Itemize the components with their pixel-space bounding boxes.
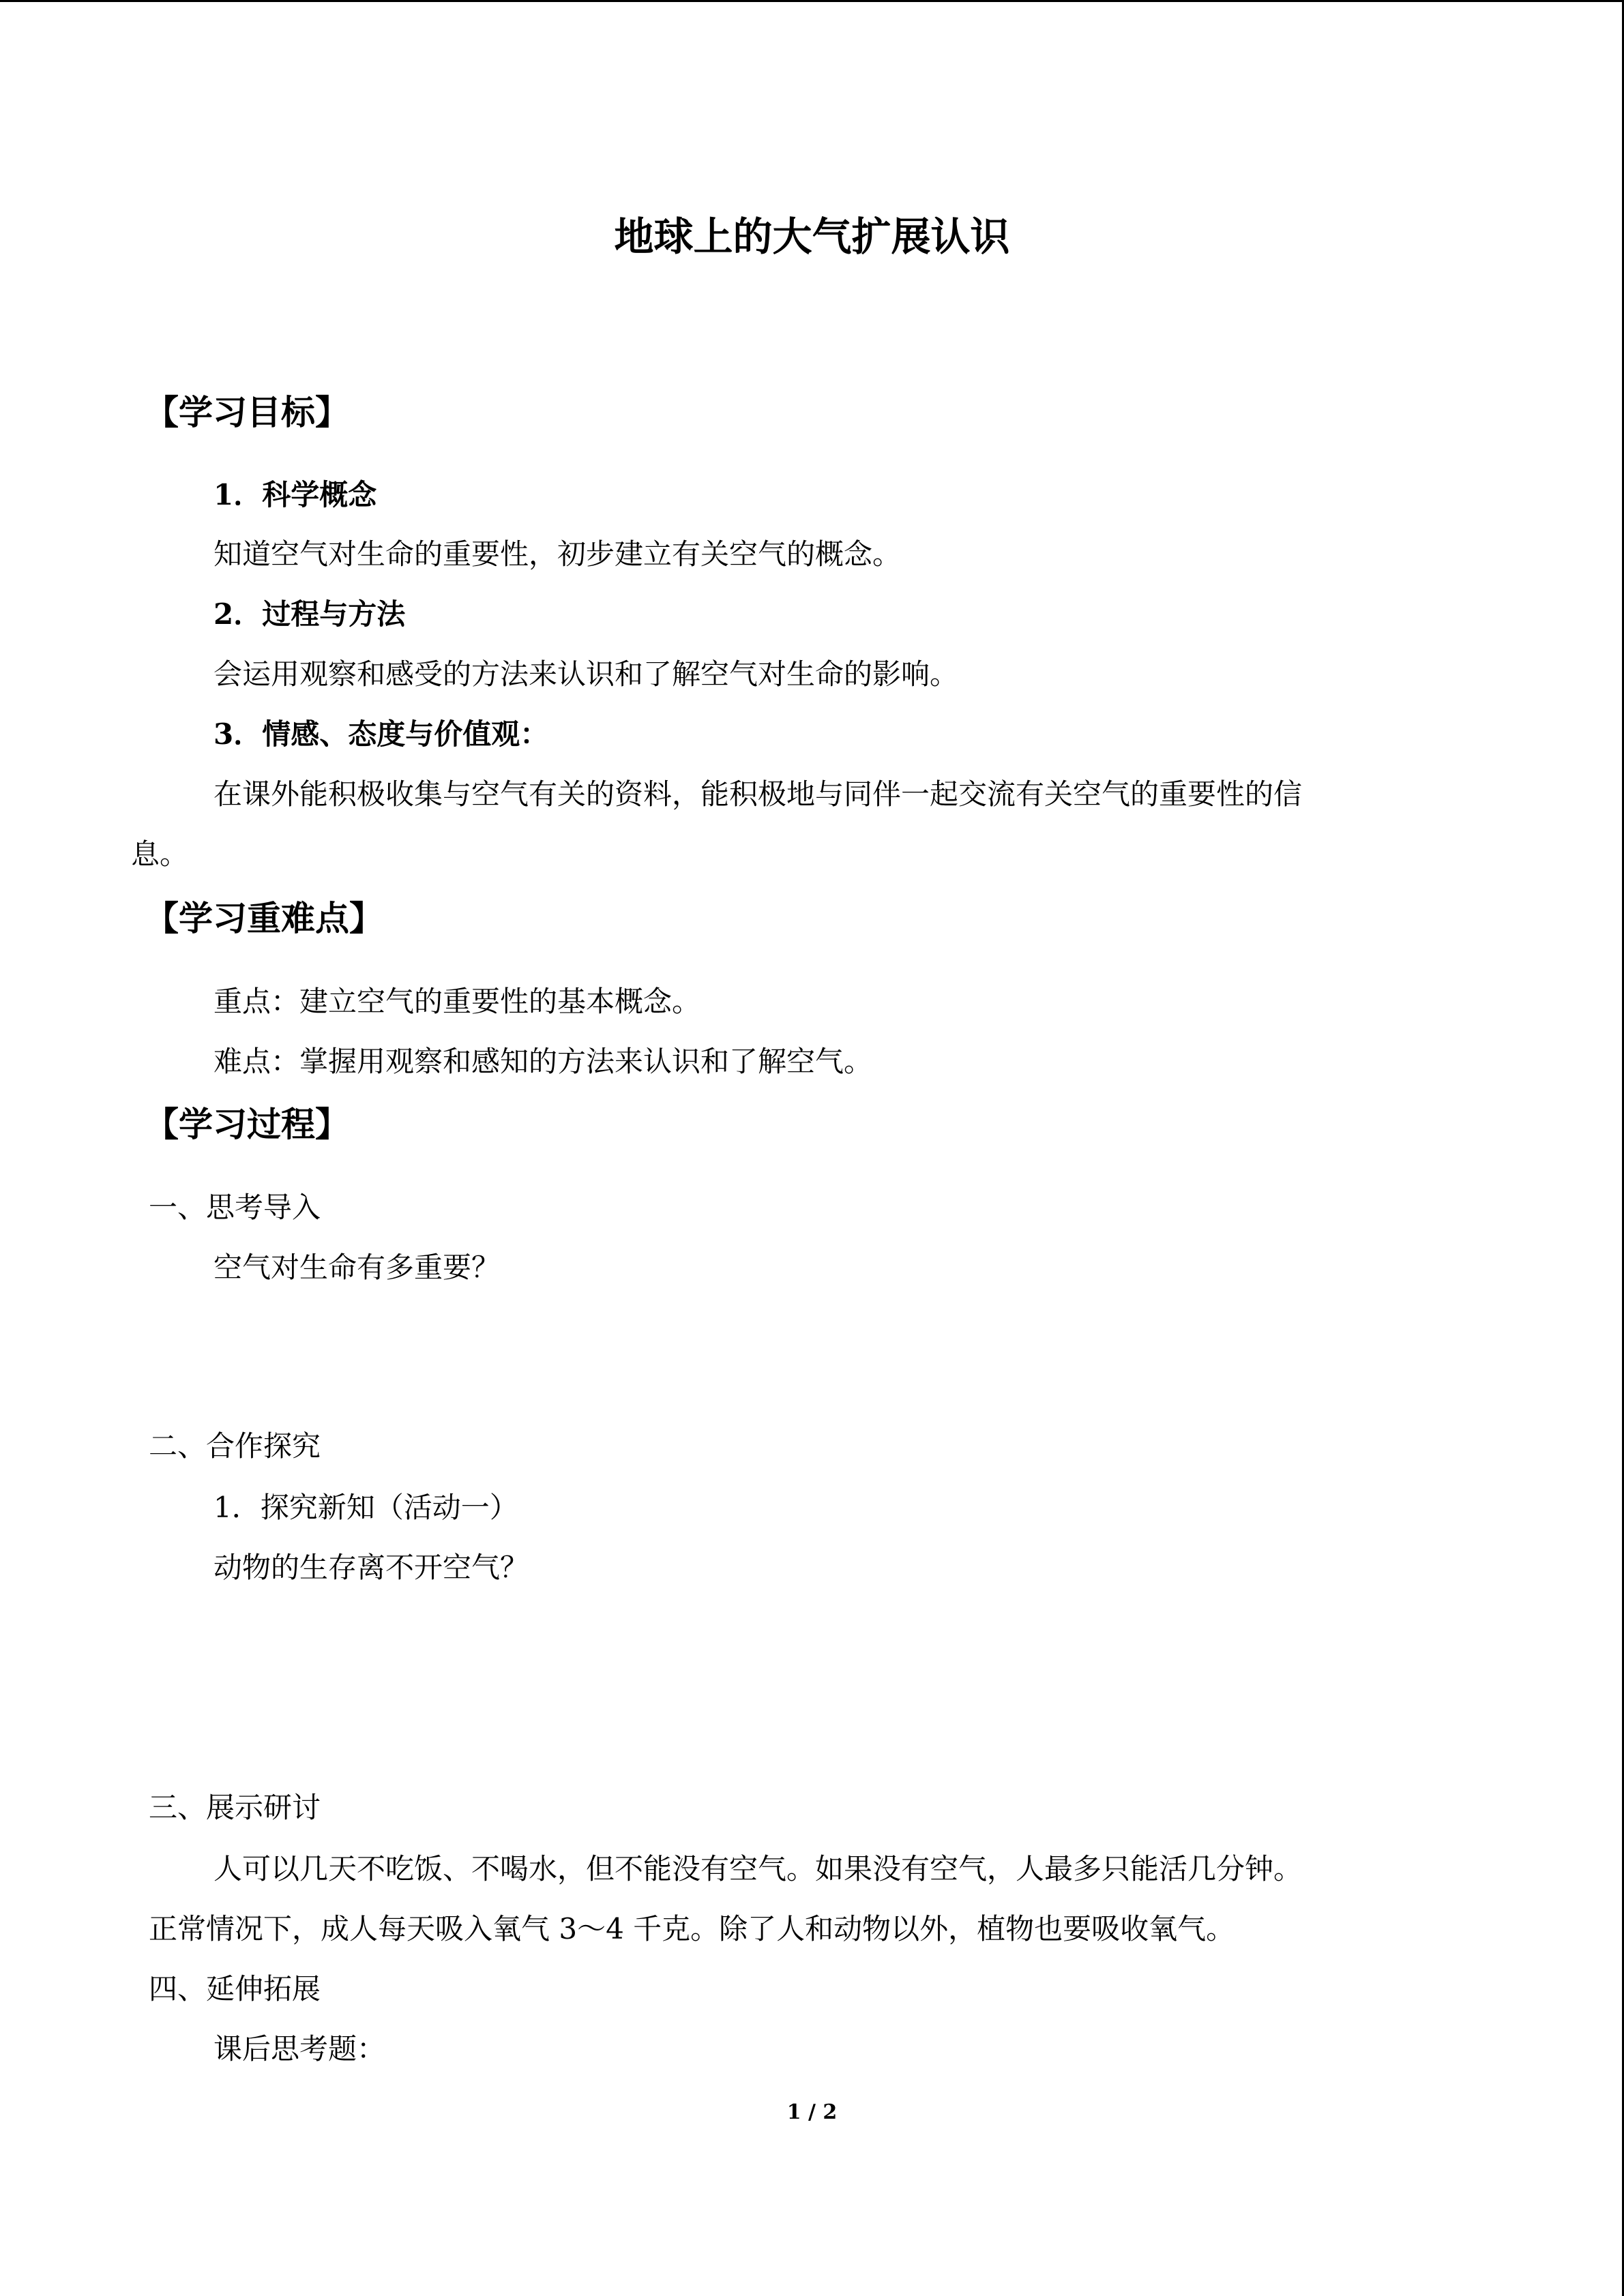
part1-text: 空气对生命有多重要？ <box>213 1251 501 1284</box>
part3-title: 三、展示研讨 <box>149 1791 321 1824</box>
key-point-focus: 重点：建立空气的重要性的基本概念。 <box>213 985 701 1018</box>
goal-3-text-line1: 在课外能积极收集与空气有关的资料，能积极地与同伴一起交流有关空气的重要性的信 <box>213 777 1303 811</box>
page-number: 1 / 2 <box>786 2100 838 2124</box>
goal-2-text: 会运用观察和感受的方法来认识和了解空气对生命的影响。 <box>213 657 959 691</box>
part3-line1: 人可以几天不吃饭、不喝水，但不能没有空气。如果没有空气，人最多只能活几分钟。 <box>213 1852 1303 1885</box>
goals-heading: 【学习目标】 <box>145 393 349 432</box>
goal-1-text: 知道空气对生命的重要性，初步建立有关空气的概念。 <box>213 537 902 571</box>
key-points-heading: 【学习重难点】 <box>145 899 383 938</box>
part4-title: 四、延伸拓展 <box>149 1972 321 2006</box>
part2-title: 二、合作探究 <box>149 1429 321 1463</box>
process-heading: 【学习过程】 <box>145 1105 349 1144</box>
part4-text: 课后思考题： <box>213 2032 386 2066</box>
goal-3-title: 3．情感、态度与价值观： <box>213 717 549 751</box>
goal-2-title: 2．过程与方法 <box>213 597 406 631</box>
part1-title: 一、思考导入 <box>149 1191 321 1224</box>
key-point-difficulty: 难点：掌握用观察和感知的方法来认识和了解空气。 <box>213 1045 873 1078</box>
part2-subtitle: 1．探究新知（活动一） <box>213 1491 518 1524</box>
page-title: 地球上的大气扩展认识 <box>614 213 1010 260</box>
goal-1-title: 1．科学概念 <box>213 478 377 511</box>
part3-line2: 正常情况下，成人每天吸入氧气 3～4 千克。除了人和动物以外，植物也要吸收氧气。 <box>149 1912 1235 1945</box>
part2-text: 动物的生存离不开空气？ <box>213 1551 529 1584</box>
goal-3-text-line2: 息。 <box>131 837 189 871</box>
